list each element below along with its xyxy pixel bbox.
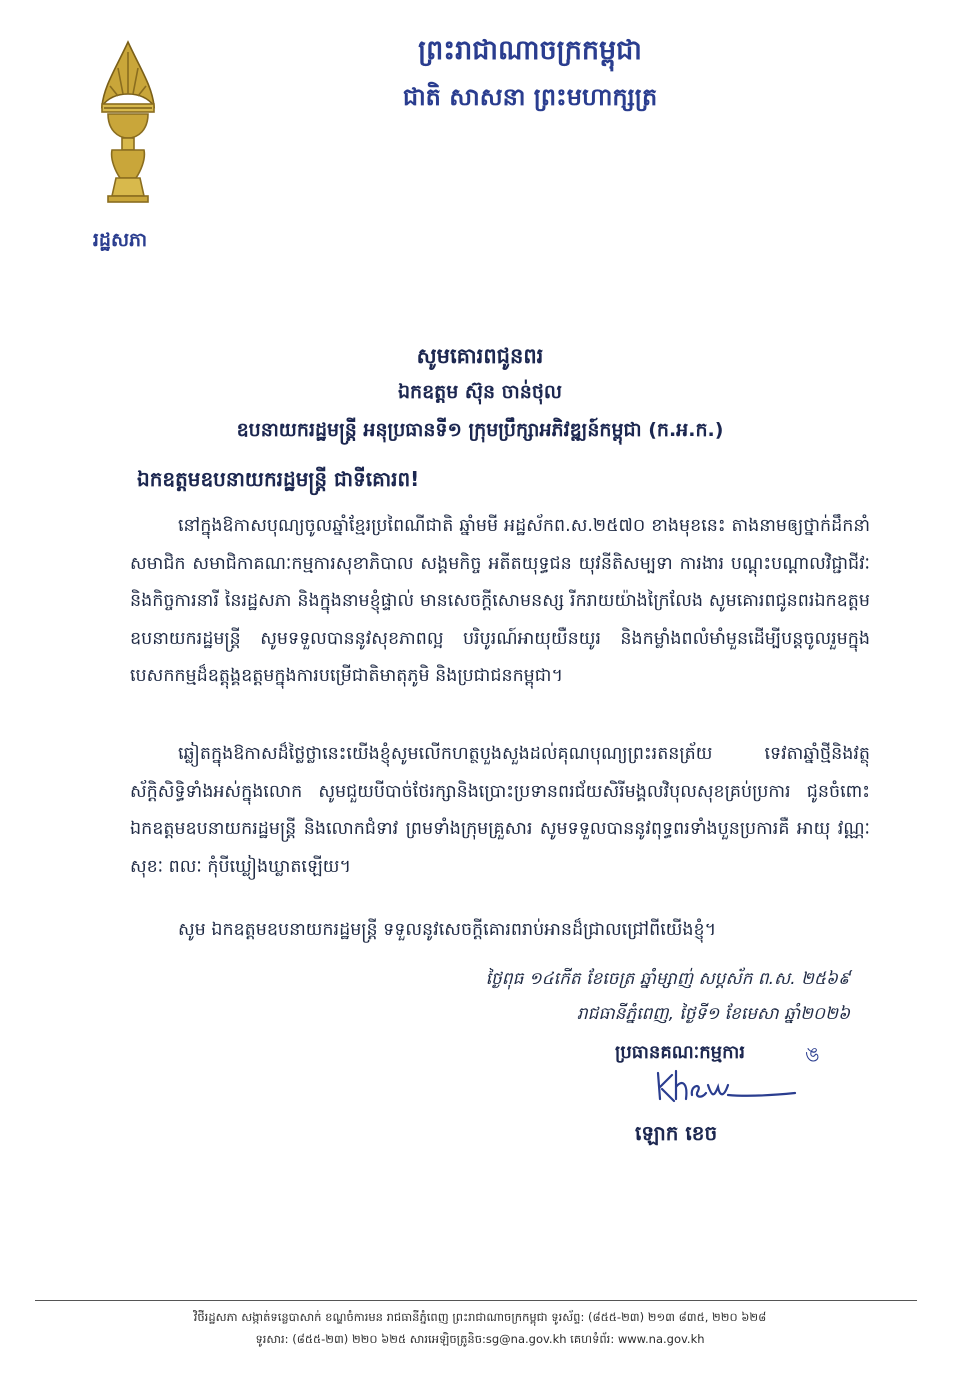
greeting-line: សូមគោរពជូនពរ [416, 344, 544, 368]
footer-divider [35, 1300, 917, 1301]
recipient-title: ឧបនាយករដ្ឋមន្ត្រី អនុប្រធានទី១ ក្រុមប្រឹក្សាអភិវឌ្ឍន៍កម្ពុជា (ក.អ.ក.) [236, 419, 724, 441]
royal-emblem-icon [78, 38, 178, 218]
paragraph-1: នៅក្នុងឱកាសបុណ្យចូលឆ្នាំខ្មែរប្រពៃណីជាតិ ឆ្នាំមមី អដ្ឋស័កព.ស.២៥៧០ ខាងមុខនេះ តាងនាមឲ្យថ្នាក់ដឹកនាំ សមាជិក សមាជិកាគណៈកម្មការសុខាភិបាល សង្គមកិច្ច អតីតយុទ្ធជន យុវនីតិសម្បទា ការងារ បណ្តុះបណ្តាលវិជ្ជាជីវៈ និងកិច្ចការនារី នៃរដ្ឋសភា និងក្នុងនាមខ្ញុំផ្ទាល់ មានសេចក្តីសោមនស្ស រីករាយយ៉ាងក្រៃលែង សូមគោរពជូនពរឯកឧត្តមឧបនាយករដ្ឋមន្ត្រី សូមទទួលបាននូវសុខភាពល្អ បរិបូរណ៍អាយុយឺនយូរ និងកម្លាំងពលំមាំមួនដើម្បីបន្តចូលរួមក្នុងបេសកកម្មដ៏ឧត្តុង្គឧត្តមក្នុងការបម្រើជាតិមាតុភូមិ និងប្រជាជនកម្ពុជា។ [130, 516, 870, 686]
kingdom-title: ព្រះរាជាណាចក្រកម្ពុជា [418, 35, 642, 66]
org-name: រដ្ឋសភា [92, 229, 148, 251]
signer-title: ប្រធានគណៈកម្មការ [615, 1042, 745, 1063]
salutation: ឯកឧត្តមឧបនាយករដ្ឋមន្ត្រី ជាទីគោរព! [137, 467, 420, 491]
handwritten-signature [650, 1065, 800, 1115]
recipient-name: ឯកឧត្តម ស៊ុន ចាន់ថុល [398, 381, 562, 403]
initial-mark: ঙ [805, 1042, 820, 1066]
paragraph-2: ឆ្លៀតក្នុងឱកាសដ៏ថ្លៃថ្លានេះយើងខ្ញុំសូមលើកហត្ថបួងសួងដល់គុណបុណ្យព្រះរតនត្រ័យ ទេវតាឆ្នាំថ្មីនិងវត្ថុស័ក្តិសិទ្ធិទាំងអស់ក្នុងលោក សូមជួយបីបាច់ថែរក្សានិងប្រោះប្រទានពរជ័យសិរីមង្គលវិបុលសុខគ្រប់ប្រការ ជូនចំពោះឯកឧត្តមឧបនាយករដ្ឋមន្ត្រី និងលោកជំទាវ ព្រមទាំងក្រុមគ្រួសារ សូមទទួលបាននូវពុទ្ធពរទាំងបួនប្រការគឺ អាយុ វណ្ណៈ សុខៈ ពលៈ កុំបីឃ្លៀងឃ្លាតឡើយ។ [130, 744, 870, 877]
national-motto: ជាតិ សាសនា ព្រះមហាក្សត្រ [402, 83, 658, 111]
signer-name: ឡោក ខេច [635, 1121, 718, 1145]
footer-address: វិថីរដ្ឋសភា សង្កាត់ទន្លេបាសាក់ ខណ្ឌចំការមន រាជធានីភ្នំពេញ ព្រះរាជាណាចក្រកម្ពុជា ទូរស័ព្ទ: (៨៥៥-២៣) ២១៣ ៨៣៥, ២២០ ៦២៨ [193, 1310, 767, 1324]
paragraph-3: សូម ឯកឧត្តមឧបនាយករដ្ឋមន្ត្រី ទទួលនូវសេចក្តីគោរពរាប់អានដ៏ជ្រាលជ្រៅពីយើងខ្ញុំ។ [178, 920, 717, 940]
footer-contact: ទូរសារ: (៨៥៥-២៣) ២២០ ៦២៥ សារអេឡិចត្រូនិច:sg@na.gov.kh គេហទំព័រ: www.na.gov.kh [255, 1332, 705, 1346]
solar-date: រាជធានីភ្នំពេញ, ថ្ងៃទី១ ខែមេសា ឆ្នាំ២០២៦ [576, 1004, 850, 1024]
lunar-date: ថ្ងៃពុធ ១៤កើត ខែចេត្រ ឆ្នាំម្សាញ់ សប្តស័ក ព.ស. ២៥៦៩ [485, 969, 850, 989]
